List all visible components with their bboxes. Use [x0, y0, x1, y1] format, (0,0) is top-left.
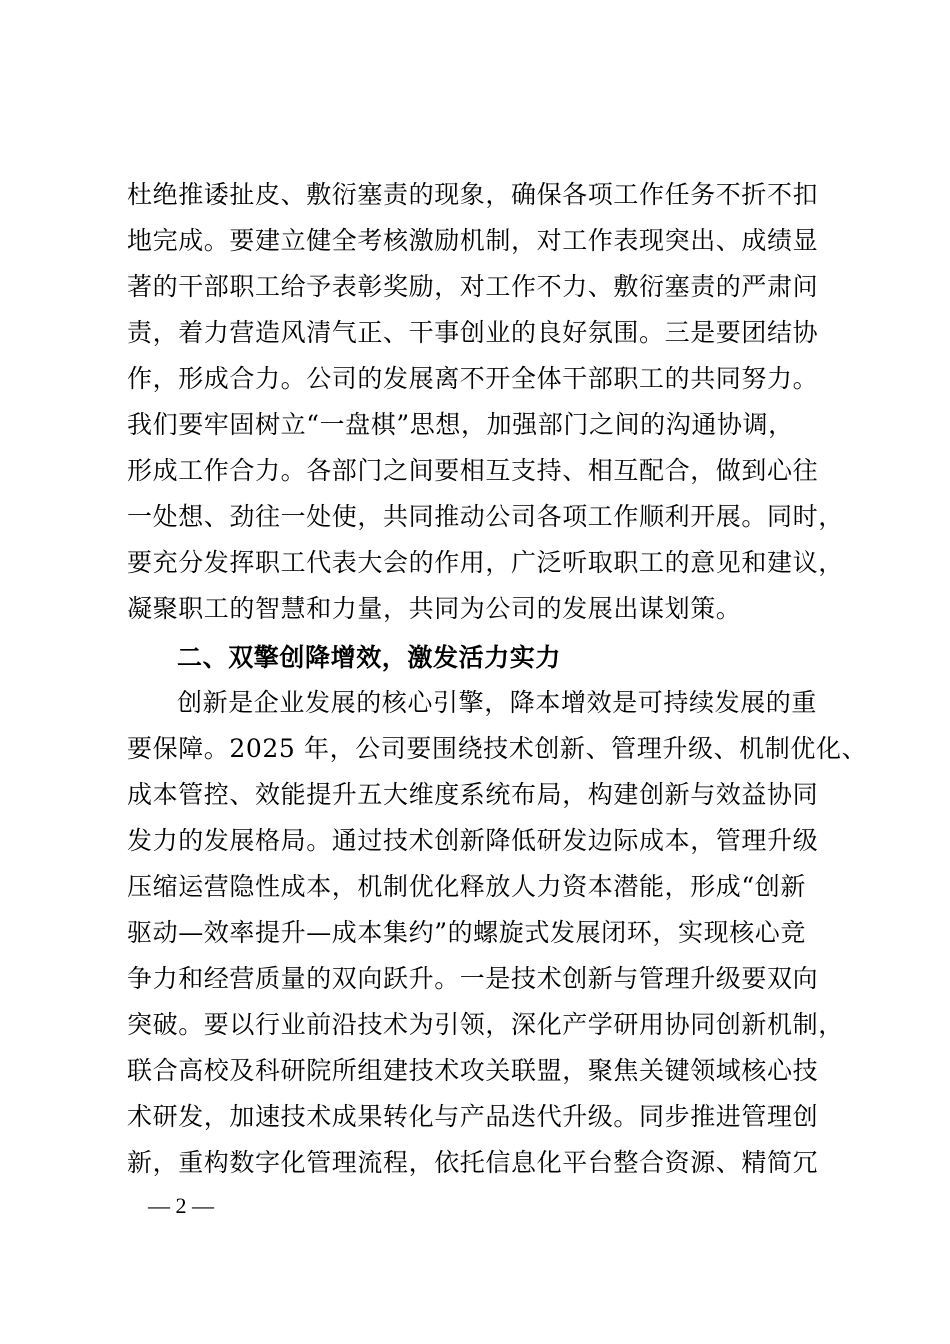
body-line: 形成工作合力。各部门之间要相互支持、相互配合，做到心往 [127, 456, 819, 485]
body-line: 成本管控、效能提升五大维度系统布局，构建创新与效益协同 [127, 780, 819, 809]
body-line: 作，形成合力。公司的发展离不开全体干部职工的共同努力。 [127, 364, 819, 393]
body-line: 术研发，加速技术成果转化与产品迭代升级。同步推进管理创 [127, 1102, 819, 1131]
body-line: 一处想、劲往一处使，共同推动公司各项工作顺利开展。同时， [127, 502, 844, 531]
body-line: 要充分发挥职工代表大会的作用，广泛听取职工的意见和建议， [127, 548, 844, 577]
body-line: 争力和经营质量的双向跃升。一是技术创新与管理升级要双向 [127, 964, 819, 993]
body-line: 著的干部职工给予表彰奖励，对工作不力、敷衍塞责的严肃问 [127, 272, 819, 301]
body-line: 凝聚职工的智慧和力量，共同为公司的发展出谋划策。 [127, 594, 742, 623]
body-line: 地完成。要建立健全考核激励机制，对工作表现突出、成绩显 [127, 226, 819, 255]
body-line: 新，重构数字化管理流程，依托信息化平台整合资源、精简冗 [127, 1148, 819, 1177]
body-line: 突破。要以行业前沿技术为引领，深化产学研用协同创新机制， [127, 1010, 844, 1039]
body-line: 压缩运营隐性成本，机制优化释放人力资本潜能，形成“创新 [127, 872, 806, 901]
body-line: 联合高校及科研院所组建技术攻关联盟，聚焦关键领域核心技 [127, 1056, 819, 1085]
section-heading: 二、双擎创降增效，激发活力实力 [177, 643, 562, 672]
body-line: 杜绝推诿扯皮、敷衍塞责的现象，确保各项工作任务不折不扣 [127, 180, 819, 209]
body-line: 我们要牢固树立“一盘棋”思想，加强部门之间的沟通协调， [127, 410, 794, 439]
body-line: 发力的发展格局。通过技术创新降低研发边际成本，管理升级 [127, 826, 819, 855]
page-number: — 2 — [148, 1193, 214, 1218]
body-line: 要保障。2025 年，公司要围绕技术创新、管理升级、机制优化、 [127, 734, 868, 763]
body-line: 驱动—效率提升—成本集约”的螺旋式发展闭环，实现核心竞 [127, 918, 806, 947]
body-line: 责，着力营造风清气正、干事创业的良好氛围。三是要团结协 [127, 318, 819, 347]
body-line: 创新是企业发展的核心引擎，降本增效是可持续发展的重 [177, 688, 818, 717]
